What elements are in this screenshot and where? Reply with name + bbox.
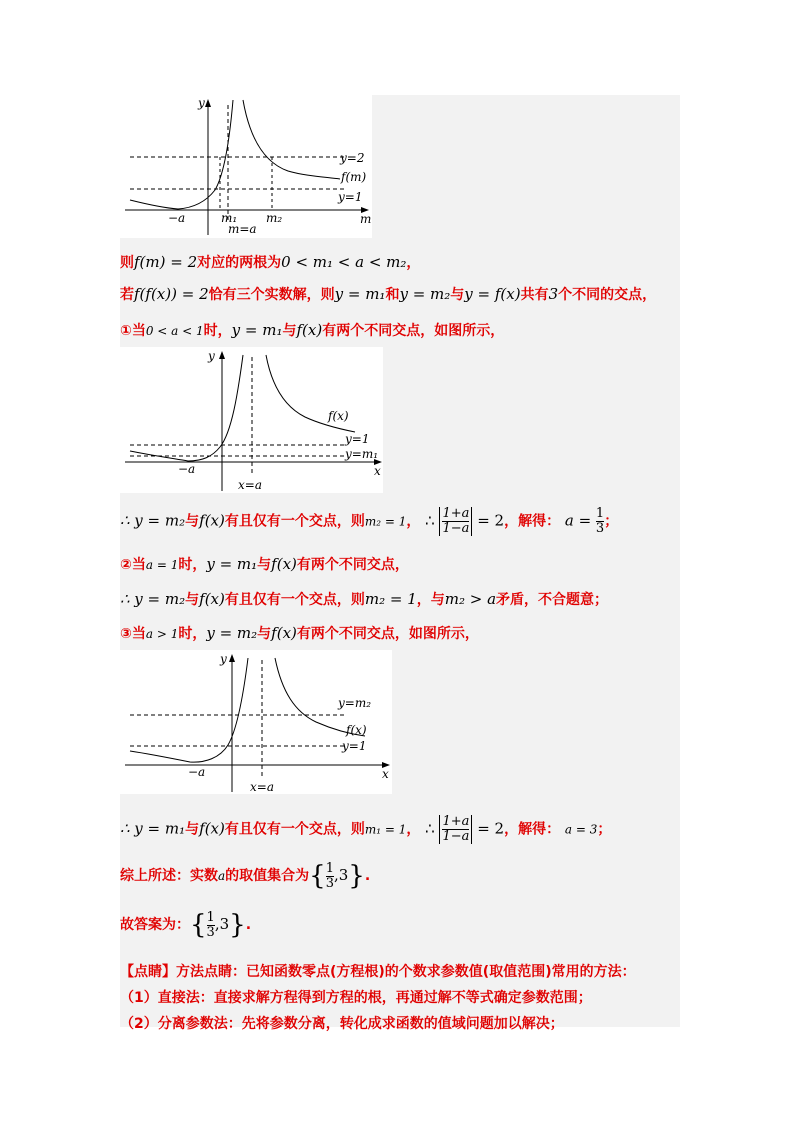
text-line-6: ∴ y = m₂与f(x)有且仅有一个交点，则m₂ = 1，与m₂ > a矛盾，不合题意； <box>120 590 609 608</box>
graph-1-y-axis-label: y <box>198 96 205 110</box>
graph-3-tick-neg-a: −a <box>188 765 206 779</box>
set-fraction-1: $\frac{1}{3}$ <box>325 860 334 891</box>
graph-1-label-fm: f(m) <box>341 170 367 184</box>
graph-1-x-axis-label: m <box>360 212 372 226</box>
text-line-11: 【点睛】方法点睛：已知函数零点(方程根)的个数求参数值(取值范围)常用的方法： <box>120 964 636 980</box>
graph-3-label-fx: f(x) <box>346 723 367 737</box>
graph-3-x-axis-label: x <box>382 767 389 781</box>
graph-3-asymptote-label: x=a <box>250 780 274 794</box>
document-page <box>120 95 680 1032</box>
graph-1-label-y1: y=1 <box>338 190 363 204</box>
graph-figure-3 <box>120 650 392 794</box>
text-line-7: ③当a > 1时，y = m₂与f(x)有两个不同交点，如图所示， <box>120 624 479 642</box>
text-line-13: （2）分离参数法：先将参数分离，转化成求函数的值域问题加以解决； <box>120 1016 564 1032</box>
graph-2-x-axis-label: x <box>374 464 381 478</box>
graph-1-svg <box>120 95 372 238</box>
abs-fraction-2: $\frac{1+a}{1-a}$ <box>439 815 472 844</box>
graph-2-label-ym1: y=m₁ <box>345 447 379 461</box>
graph-2-asymptote-label: x=a <box>238 478 262 492</box>
text-line-8: ∴ y = m₁与f(x)有且仅有一个交点，则m₁ = 1， ∴ $\frac{1+a}{1-a}$ = 2，解得： a = 3； <box>120 814 612 844</box>
text-line-12: （1）直接法：直接求解方程得到方程的根，再通过解不等式确定参数范围； <box>120 990 592 1006</box>
graph-1-tick-m1: m₁ <box>221 211 238 225</box>
graph-3-y-axis-label: y <box>220 652 227 666</box>
graph-1-tick-neg-a: −a <box>168 211 186 225</box>
graph-figure-1 <box>120 95 372 238</box>
graph-2-y-axis-label: y <box>208 349 215 363</box>
set-fraction-2: $\frac{1}{3}$ <box>206 909 215 940</box>
graph-3-svg <box>120 650 392 794</box>
graph-2-label-fx: f(x) <box>328 409 349 423</box>
fraction-one-third: $\frac{1}{3}$ <box>595 506 605 536</box>
graph-figure-2 <box>120 347 383 493</box>
graph-3-label-ym2: y=m₂ <box>338 696 372 710</box>
text-line-9: 综上所述：实数a的取值集合为{ $\frac{1}{3}$ ,3}. <box>120 860 371 891</box>
graph-3-label-y1: y=1 <box>342 739 367 753</box>
graph-1-tick-m2: m₂ <box>266 211 283 225</box>
text-line-5: ②当a = 1时，y = m₁与f(x)有两个不同交点， <box>120 555 409 573</box>
text-line-1: 则f(m) = 2对应的两根为0 < m₁ < a < m₂， <box>120 253 421 271</box>
graph-1-label-y2: y=2 <box>340 151 365 165</box>
graph-2-label-y1: y=1 <box>345 432 370 446</box>
text-line-2: 若f(f(x)) = 2恰有三个实数解，则y = m₁和y = m₂与y = f(x)共有3个不同的交点， <box>120 285 657 303</box>
graph-1-asymptote-label: m=a <box>228 222 257 236</box>
graph-2-svg <box>120 347 383 493</box>
graph-2-tick-neg-a: −a <box>178 462 196 476</box>
abs-fraction-1: $\frac{1+a}{1-a}$ <box>439 507 472 536</box>
text-line-4: ∴ y = m₂与f(x)有且仅有一个交点，则m₂ = 1， ∴ $\frac{1+a}{1-a}$ = 2，解得： a = $\frac{1}{3}$ ； <box>120 506 619 536</box>
text-line-3: ①当0 < a < 1时，y = m₁与f(x)有两个不同交点，如图所示， <box>120 321 505 339</box>
text-line-10: 故答案为：{ $\frac{1}{3}$ ,3}. <box>120 909 252 940</box>
